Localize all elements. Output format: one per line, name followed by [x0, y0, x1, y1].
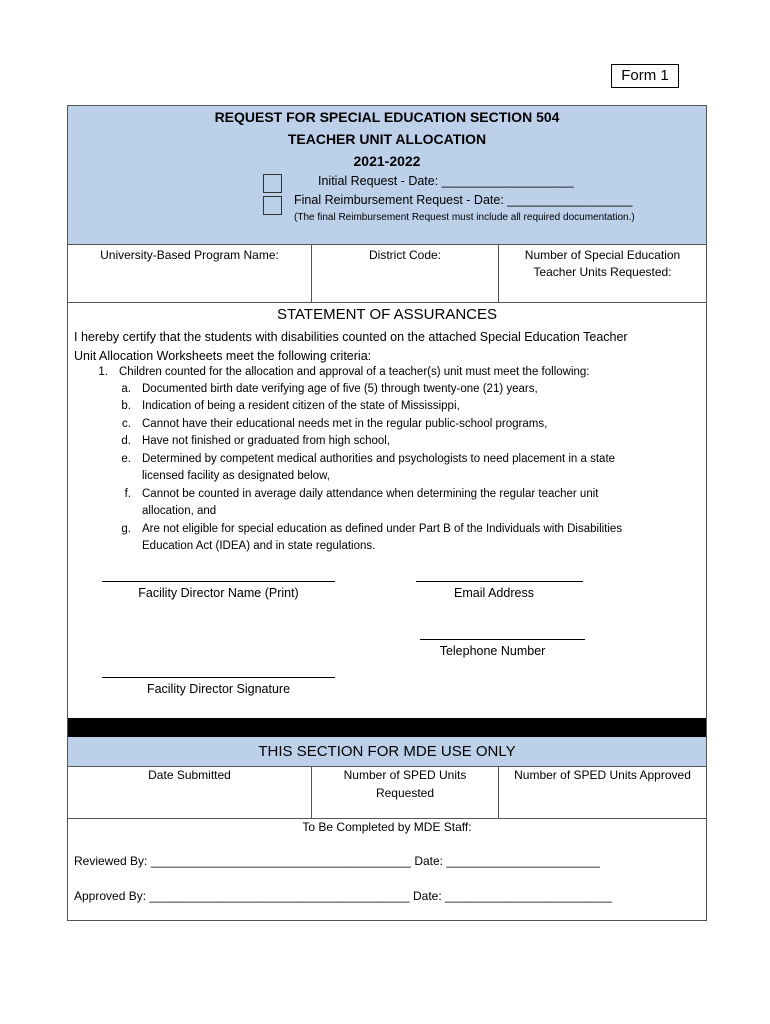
initial-request-checkbox[interactable] [263, 174, 282, 193]
form-title: REQUEST FOR SPECIAL EDUCATION SECTION 504 [214, 109, 560, 125]
criteria-item: Cannot have their educational needs met in the regular public-school programs, [142, 418, 548, 430]
final-request-checkbox[interactable] [263, 196, 282, 215]
criteria-item: Have not finished or graduated from high school, [142, 435, 391, 447]
units-requested-label-line1: Number of Special Education [524, 248, 681, 262]
telephone-label: Telephone Number [439, 644, 546, 658]
telephone-line[interactable] [420, 639, 585, 640]
form-year: 2021-2022 [353, 153, 421, 169]
criteria-item-continued: allocation, and [142, 505, 217, 517]
item-1-text: Children counted for the allocation and approval of a teacher(s) unit must meet the following: [119, 366, 590, 378]
criteria-marker: f. [124, 488, 131, 500]
criteria-marker: b. [121, 400, 131, 412]
criteria-marker: e. [121, 453, 131, 465]
criteria-item: Determined by competent medical authorities and psychologists to need placement in a state [142, 453, 616, 465]
district-code-label: District Code: [368, 248, 442, 262]
approved-by-field[interactable]: Approved By: _______________________________________ Date: _________________________ [74, 889, 612, 903]
email-label: Email Address [454, 586, 534, 600]
reviewed-by-field[interactable]: Reviewed By: _______________________________________ Date: _______________________ [74, 854, 600, 868]
director-name-line[interactable] [102, 581, 335, 582]
mde-info-row [68, 766, 706, 819]
district-code-field[interactable] [312, 244, 498, 302]
criteria-item: Cannot be counted in average daily attendance when determining the regular teacher unit [142, 488, 599, 500]
assurances-paragraph [74, 328, 702, 366]
director-signature-line[interactable] [102, 677, 335, 678]
final-request-label: Final Reimbursement Request - Date: __________________ [294, 193, 633, 207]
criteria-item: Are not eligible for special education as defined under Part B of the Individuals with Disabilities [142, 523, 623, 535]
units-requested-label-line2: Teacher Units Requested: [533, 265, 672, 279]
program-name-field[interactable] [68, 244, 311, 302]
mde-section-title: THIS SECTION FOR MDE USE ONLY [68, 737, 706, 767]
mde-staff-note: To Be Completed by MDE Staff: [302, 820, 472, 834]
criteria-item: Documented birth date verifying age of five (5) through twenty-one (21) years, [142, 383, 538, 395]
units-requested-field[interactable] [499, 244, 706, 302]
assurances-paragraph-line2: Unit Allocation Worksheets meet the following criteria: [74, 349, 372, 363]
sped-units-requested-label-line1: Number of SPED Units [343, 768, 467, 782]
email-line[interactable] [416, 581, 583, 582]
date-submitted-label: Date Submitted [148, 768, 231, 782]
form-number-label: Form 1 [611, 64, 679, 88]
criteria-item-continued: Education Act (IDEA) and in state regulations. [142, 540, 376, 552]
criteria-marker: g. [121, 523, 131, 535]
criteria-marker: c. [122, 418, 131, 430]
sped-units-approved-label: Number of SPED Units Approved [514, 768, 691, 782]
assurances-title: STATEMENT OF ASSURANCES [276, 306, 498, 323]
final-request-note: (The final Reimbursement Request must include all required documentation.) [294, 212, 635, 223]
director-name-label: Facility Director Name (Print) [138, 586, 299, 600]
form-subtitle: TEACHER UNIT ALLOCATION [287, 131, 487, 147]
program-info-row [68, 244, 706, 303]
form-frame [67, 105, 707, 921]
item-1-marker: 1. [98, 366, 108, 378]
criteria-marker: d. [121, 435, 131, 447]
initial-request-label: Initial Request - Date: ___________________ [318, 174, 574, 188]
date-submitted-field[interactable] [68, 766, 311, 818]
form-header [68, 106, 706, 245]
criteria-item: Indication of being a resident citizen of the state of Mississippi, [142, 400, 460, 412]
section-divider-bar [68, 718, 706, 737]
assurances-paragraph-line1: I hereby certify that the students with disabilities counted on the attached Special Education Teacher [74, 330, 628, 344]
criteria-item-continued: licensed facility as designated below, [142, 470, 330, 482]
director-signature-label: Facility Director Signature [146, 682, 291, 696]
criteria-marker: a. [121, 383, 131, 395]
sped-units-requested-label-line2: Requested [375, 786, 435, 800]
sped-units-requested-field[interactable] [312, 766, 498, 818]
program-name-label: University-Based Program Name: [100, 248, 279, 262]
sped-units-approved-field[interactable] [499, 766, 706, 818]
